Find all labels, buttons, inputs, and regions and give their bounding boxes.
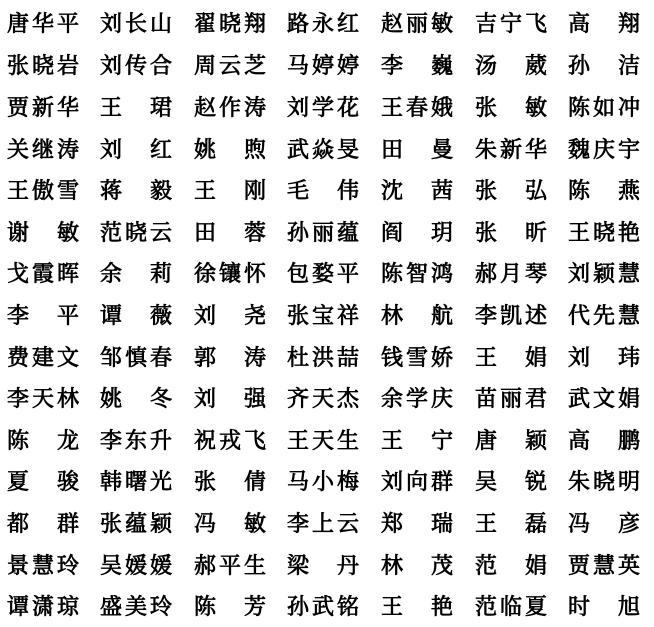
person-name: 时 旭 [568,594,640,620]
person-name: 余 莉 [100,261,172,287]
person-name: 都 群 [7,511,79,537]
person-name: 陈 燕 [568,178,640,204]
person-name: 高 翔 [568,11,640,37]
person-name: 王晓艳 [568,220,640,246]
person-name: 关继涛 [7,137,79,163]
person-name: 张 倩 [194,469,266,495]
person-name: 朱晓明 [568,469,640,495]
name-row [0,338,654,378]
person-name: 周云芝 [194,53,266,79]
person-name: 田 蓉 [194,220,266,246]
name-row [0,130,654,170]
person-name: 魏庆宇 [568,137,640,163]
person-name: 毛 伟 [287,178,359,204]
person-name: 费建文 [7,345,79,371]
person-name: 王 娟 [475,345,547,371]
person-name: 张 昕 [475,220,547,246]
name-row [0,462,654,502]
person-name: 张蕴颖 [100,511,172,537]
person-name: 王天生 [287,428,359,454]
person-name: 范临夏 [475,594,547,620]
person-name: 郑 瑞 [381,511,453,537]
person-name: 田 曼 [381,137,453,163]
person-name: 唐 颖 [475,428,547,454]
person-name: 唐华平 [7,11,79,37]
person-name: 马婷婷 [287,53,359,79]
person-name: 马小梅 [287,469,359,495]
person-name: 李天林 [7,386,79,412]
person-name: 孙丽蕴 [287,220,359,246]
person-name: 刘 玮 [568,345,640,371]
person-name: 王 珺 [100,95,172,121]
person-name: 孙武铭 [287,594,359,620]
person-name: 刘 红 [100,137,172,163]
person-name: 代先慧 [568,303,640,329]
person-name: 郝月琴 [475,261,547,287]
person-name: 李上云 [287,511,359,537]
person-name: 夏 骏 [7,469,79,495]
person-name: 祝戎飞 [194,428,266,454]
name-row [0,171,654,211]
person-name: 梁 丹 [287,553,359,579]
person-name: 张宝祥 [287,303,359,329]
person-name: 范晓云 [100,220,172,246]
person-name: 范 娟 [475,553,547,579]
name-row [0,88,654,128]
person-name: 徐镶怀 [194,261,266,287]
name-row [0,254,654,294]
person-name: 刘向群 [381,469,453,495]
person-name: 王 磊 [475,511,547,537]
person-name: 陈 龙 [7,428,79,454]
person-name: 李东升 [100,428,172,454]
person-name: 郝平生 [194,553,266,579]
person-name: 包婺平 [287,261,359,287]
person-name: 陈如冲 [568,95,640,121]
name-row [0,421,654,461]
name-row [0,504,654,544]
person-name: 路永红 [287,11,359,37]
name-row [0,213,654,253]
person-name: 王傲雪 [7,178,79,204]
name-row [0,587,654,627]
person-name: 朱新华 [475,137,547,163]
person-name: 汤 葳 [475,53,547,79]
person-name: 吉宁飞 [475,11,547,37]
person-name: 冯 敏 [194,511,266,537]
person-name: 武文娟 [568,386,640,412]
person-name: 高 鹏 [568,428,640,454]
name-row [0,379,654,419]
name-row [0,4,654,44]
person-name: 陈 芳 [194,594,266,620]
person-name: 谢 敏 [7,220,79,246]
person-name: 吴媛媛 [100,553,172,579]
person-name: 贾新华 [7,95,79,121]
person-name: 刘 强 [194,386,266,412]
person-name: 沈 茜 [381,178,453,204]
person-name: 李 巍 [381,53,453,79]
person-name: 林 茂 [381,553,453,579]
person-name: 刘传合 [100,53,172,79]
person-name: 盛美玲 [100,594,172,620]
person-name: 姚 煦 [194,137,266,163]
person-name: 齐天杰 [287,386,359,412]
person-name: 刘学花 [287,95,359,121]
person-name: 王 艳 [381,594,453,620]
person-name: 韩曙光 [100,469,172,495]
person-name: 阎 玥 [381,220,453,246]
person-name: 刘 尧 [194,303,266,329]
person-name: 王 宁 [381,428,453,454]
person-name: 郭 涛 [194,345,266,371]
person-name: 谭 薇 [100,303,172,329]
person-name: 翟晓翔 [194,11,266,37]
person-name: 武焱旻 [287,137,359,163]
person-name: 陈智鸿 [381,261,453,287]
person-name: 吴 锐 [475,469,547,495]
person-name: 赵丽敏 [381,11,453,37]
person-name: 刘颖慧 [568,261,640,287]
person-name: 苗丽君 [475,386,547,412]
person-name: 林 航 [381,303,453,329]
person-name: 王春娥 [381,95,453,121]
person-name: 张 敏 [475,95,547,121]
person-name: 钱雪娇 [381,345,453,371]
person-name: 景慧玲 [7,553,79,579]
person-name: 张晓岩 [7,53,79,79]
name-row [0,296,654,336]
person-name: 余学庆 [381,386,453,412]
person-name: 蒋 毅 [100,178,172,204]
person-name: 王 刚 [194,178,266,204]
person-name: 李凯述 [475,303,547,329]
person-name: 贾慧英 [568,553,640,579]
person-name: 孙 洁 [568,53,640,79]
person-name: 戈霞晖 [7,261,79,287]
person-name: 杜洪喆 [287,345,359,371]
person-name: 张 弘 [475,178,547,204]
person-name: 姚 冬 [100,386,172,412]
name-row [0,546,654,586]
person-name: 谭潇琼 [7,594,79,620]
person-name: 邹慎春 [100,345,172,371]
name-row [0,46,654,86]
person-name: 赵作涛 [194,95,266,121]
person-name: 刘长山 [100,11,172,37]
person-name: 李 平 [7,303,79,329]
person-name: 冯 彦 [568,511,640,537]
